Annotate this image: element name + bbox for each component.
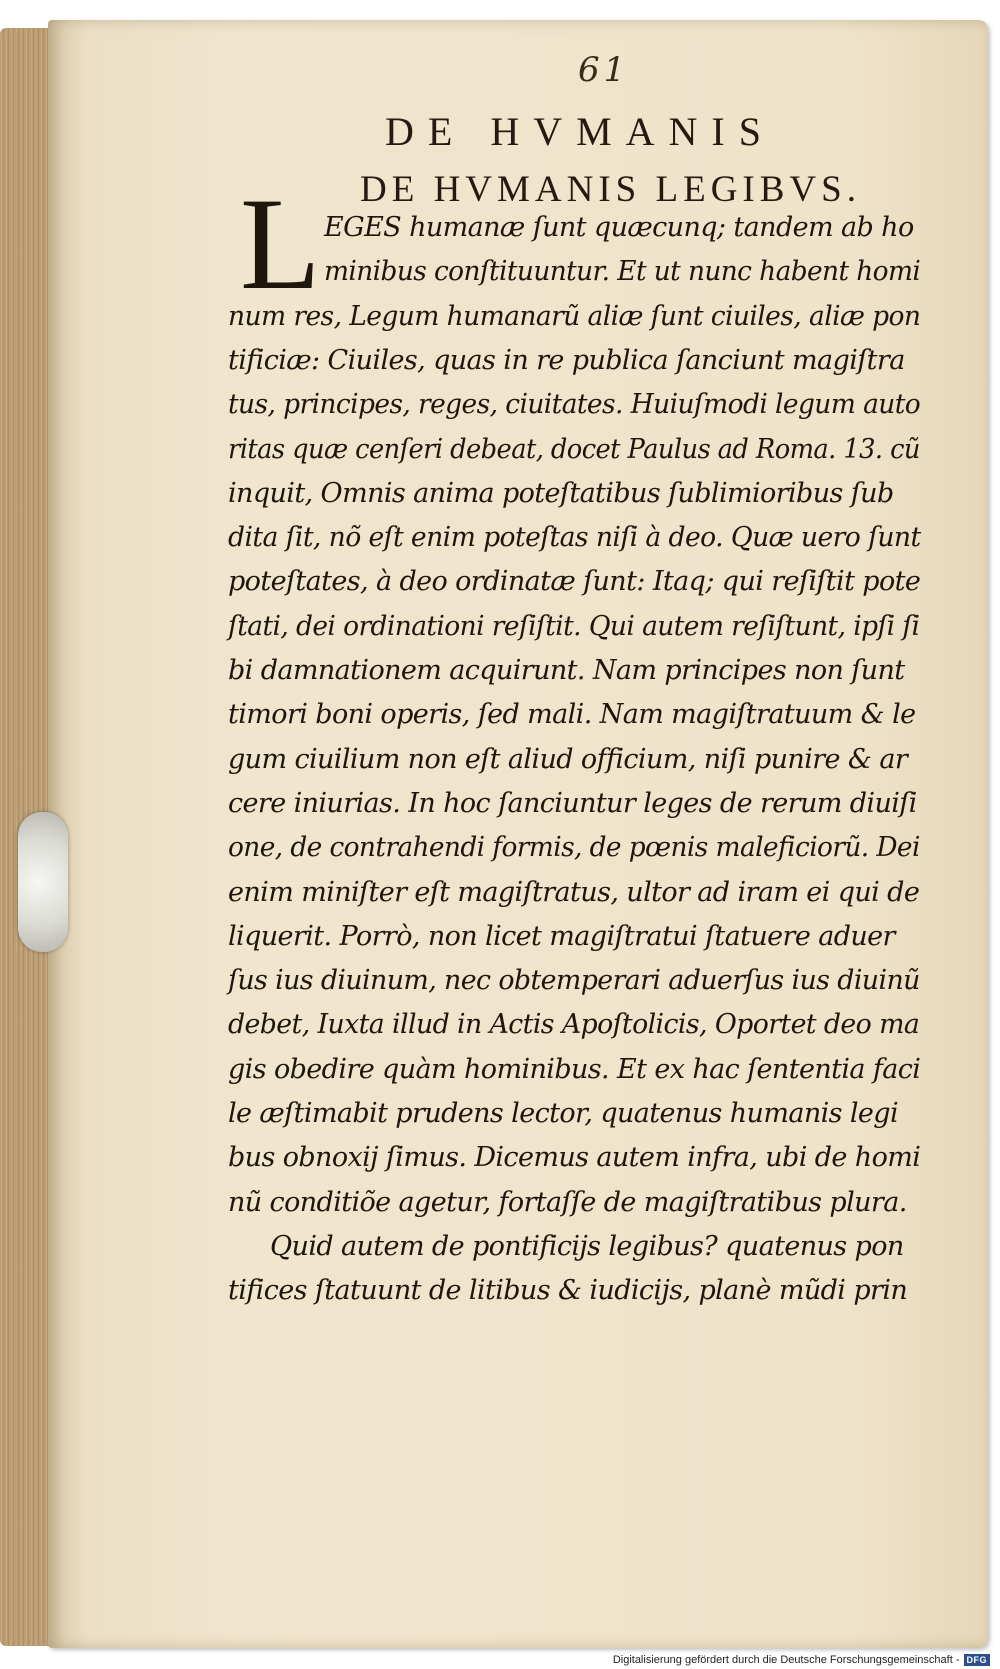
text-line: tifices ſtatuunt de litibus & iudicijs, planè mũdi prin (228, 1275, 908, 1307)
text-line: Quid autem de pontificijs legibus? quatenus pon (270, 1230, 904, 1262)
page-clip (18, 812, 68, 952)
text-line: one, de contrahendi formis, de pœnis maleficiorũ. Dei (228, 832, 920, 864)
text-line: tificiæ: Ciuiles, quas in re publica ſanciunt magiſtra (228, 344, 905, 376)
text-line: cere iniurias. In hoc ſanciuntur leges de rerum diuiſi (228, 787, 917, 819)
running-head: DE HVMANIS (385, 109, 775, 154)
text-line: enim miniſter eſt magiſtratus, ultor ad iram ei qui de (228, 876, 920, 908)
text-line: minibus conſtituuntur. Et ut nunc habent homi (324, 256, 921, 288)
text-line: ritas quæ cenſeri debeat, docet Paulus ad Roma. 13. cũ (228, 433, 920, 465)
text-line: le æſtimabit prudens lector, quatenus humanis legi (228, 1098, 899, 1129)
section-title: DE HVMANIS LEGIBVS. (360, 169, 861, 210)
text-line: liquerit. Porrò, non licet magiſtratui ſtatuere aduer (228, 920, 895, 952)
text-line: EGES humanæ ſunt quæcunq; tandem ab ho (324, 212, 914, 243)
text-line: bus obnoxij ſimus. Dicemus autem infra, ubi de homi (228, 1142, 921, 1174)
dfg-logo: DFG (964, 1654, 991, 1666)
text-line: num res, Legum humanarũ aliæ ſunt ciuiles, aliæ pon (228, 300, 921, 332)
folio-number: 61 (578, 50, 630, 90)
drop-cap: L (240, 170, 321, 317)
text-line: inquit, Omnis anima poteſtatibus ſublimioribus ſub (228, 477, 894, 509)
text-line: dita ſit, nõ eſt enim poteſtas niſi à deo. Quæ uero ſunt (228, 522, 921, 554)
text-line: nũ conditiõe agetur, fortaſſe de magiſtratibus plura. (228, 1186, 907, 1218)
text-line: bi damnationem acquirunt. Nam principes non ſunt (228, 655, 905, 686)
text-line: tus, principes, reges, ciuitates. Huiuſmodi legum auto (228, 389, 921, 421)
credit-text: Digitalisierung gefördert durch die Deutsche Forschungsgemeinschaft - (612, 1654, 960, 1666)
text-line: ſus ius diuinum, nec obtemperari aduerſus ius diuinũ (228, 965, 920, 997)
text-line: gum ciuilium non eſt aliud officium, niſi punire & ar (228, 743, 908, 775)
text-line: poteſtates, à deo ordinatæ ſunt: Itaq; qui reſiſtit pote (228, 566, 921, 598)
digitization-credit (613, 1654, 990, 1666)
text-line: debet, Iuxta illud in Actis Apoſtolicis, Oportet deo ma (228, 1009, 920, 1041)
text-line: gis obedire quàm hominibus. Et ex hac ſententia faci (228, 1053, 921, 1085)
text-line: ſtati, dei ordinationi reſiſtit. Qui autem reſiſtunt, ipſi ſi (228, 610, 920, 642)
text-line: timori boni operis, ſed mali. Nam magiſtratuum & le (228, 699, 916, 731)
